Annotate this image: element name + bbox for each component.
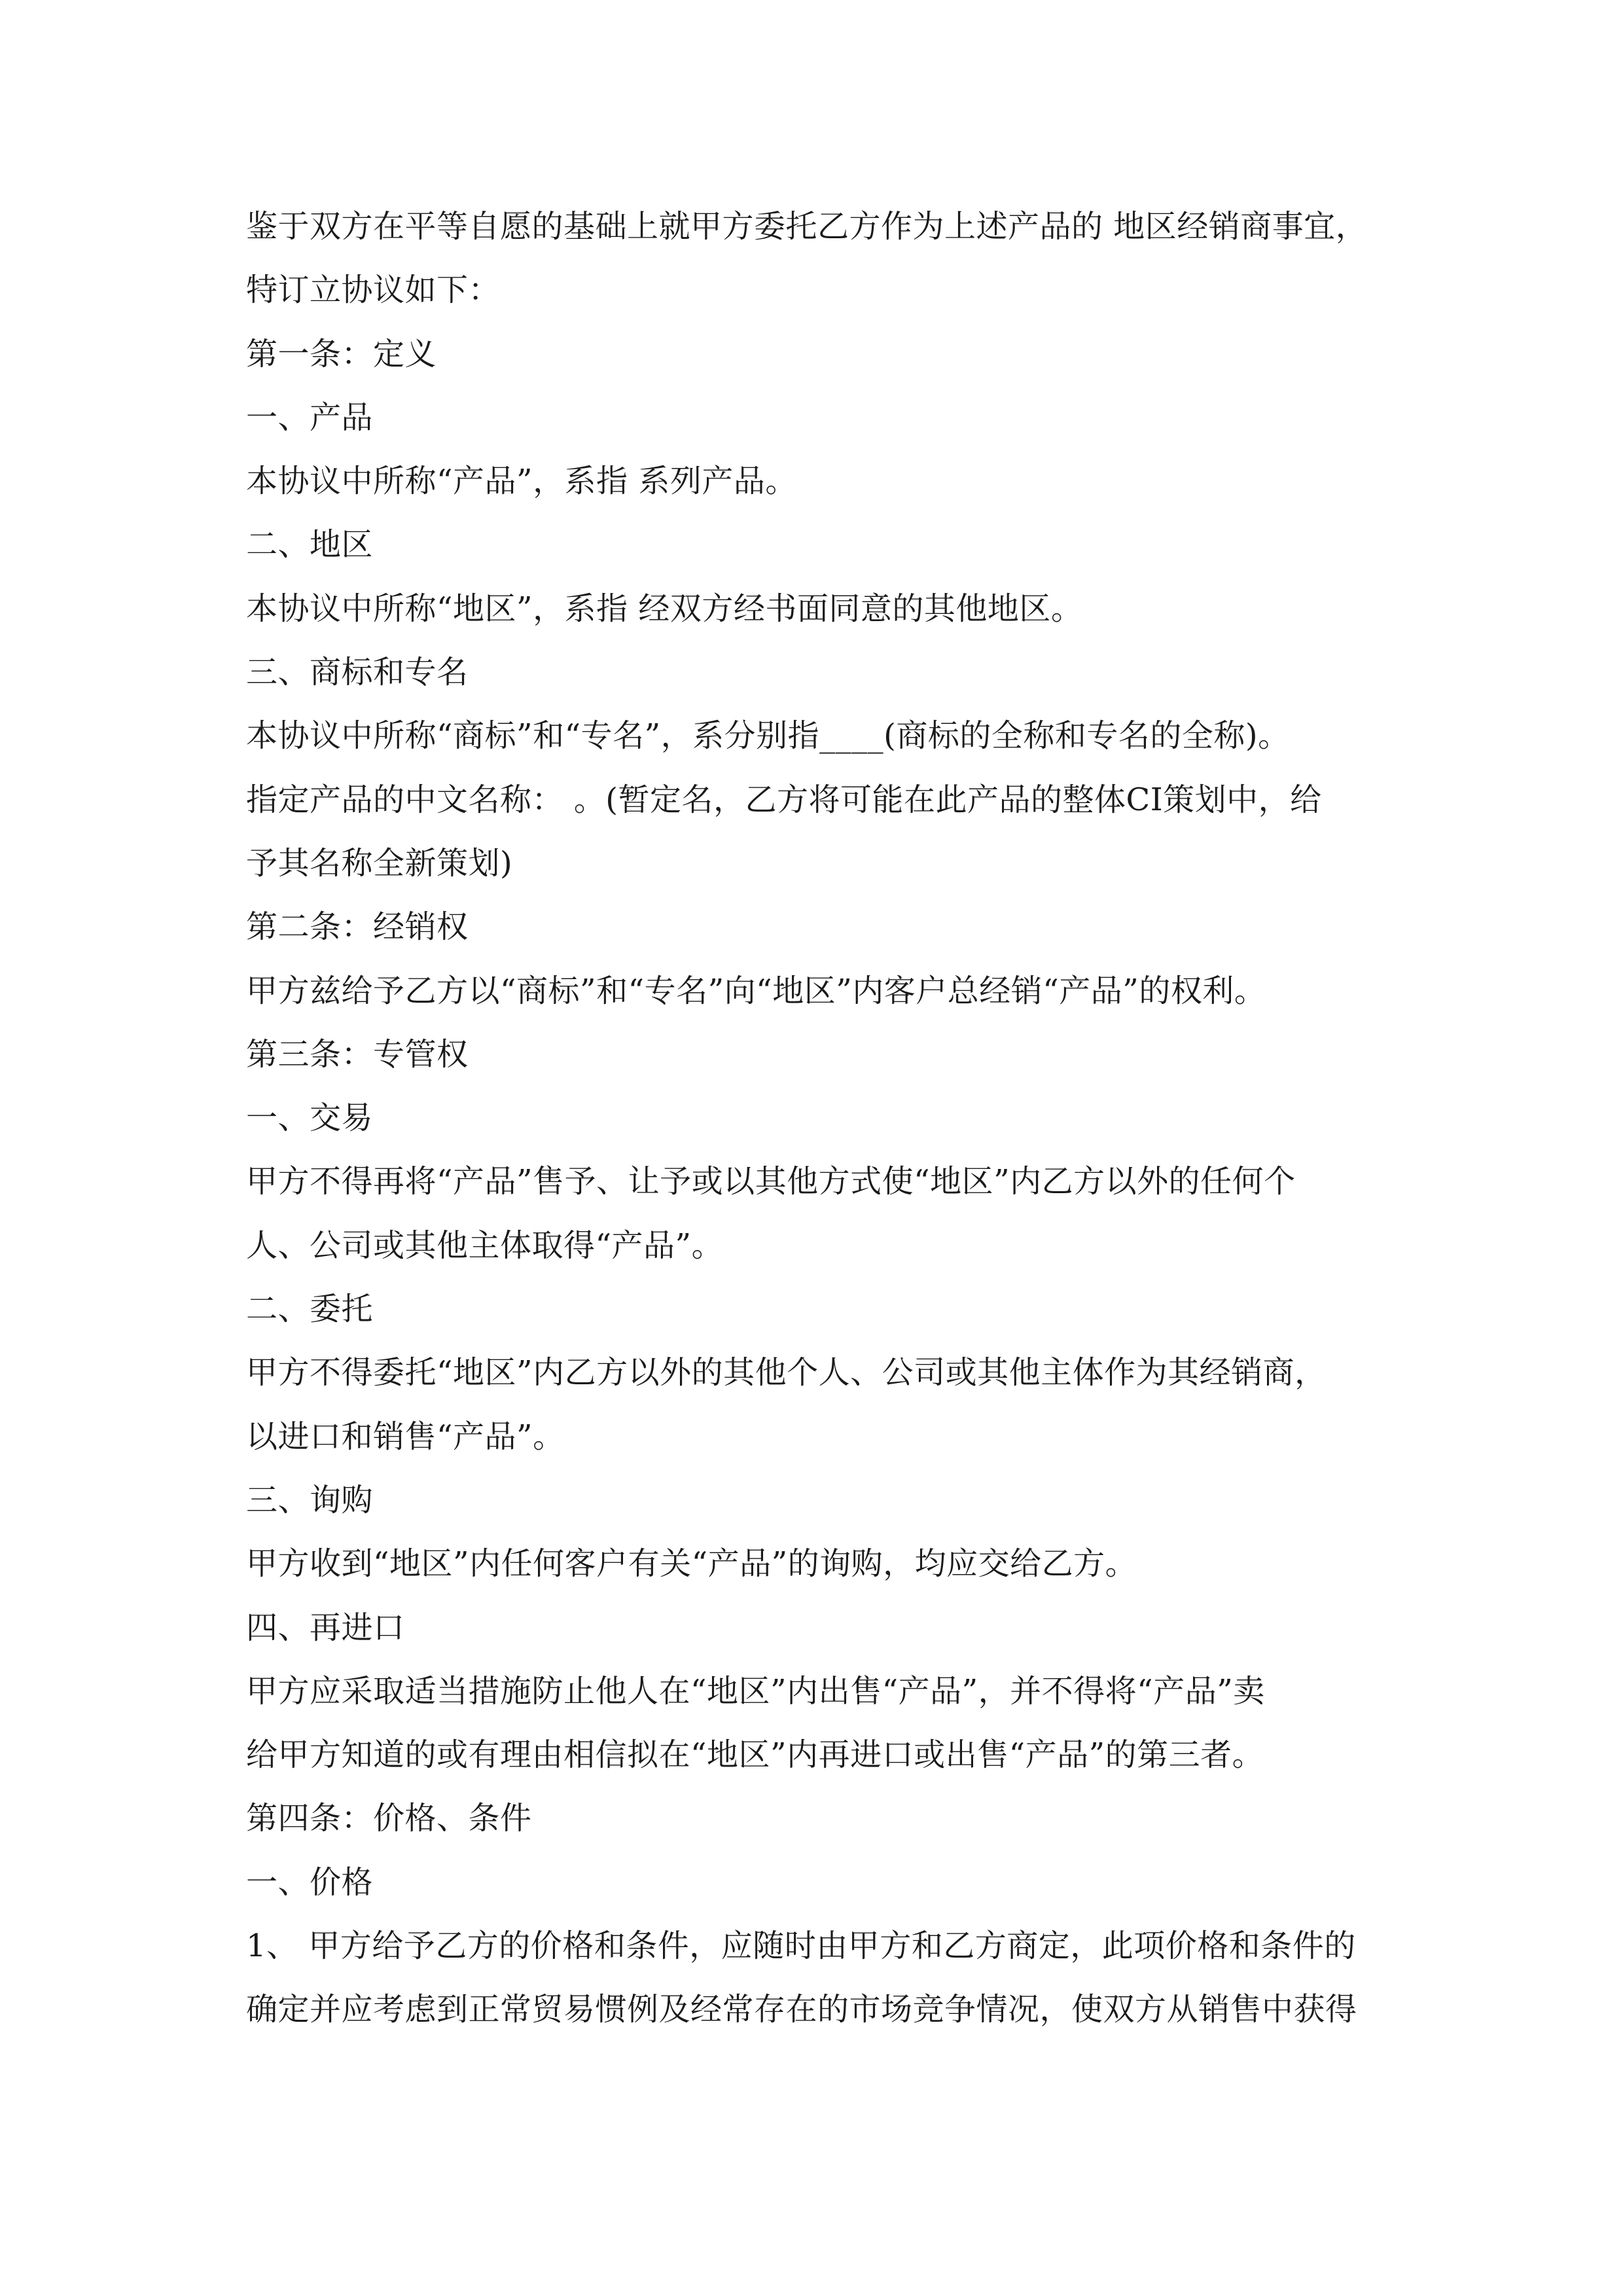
text-line: 甲方不得委托“地区”内乙方以外的其他个人、公司或其他主体作为其经销商， [246, 1354, 1327, 1391]
text-line: 甲方不得再将“产品”售予、让予或以其他方式使“地区”内乙方以外的任何个 [246, 1163, 1296, 1200]
text-line: 给甲方知道的或有理由相信拟在“地区”内再进口或出售“产品”的第三者。 [246, 1736, 1264, 1774]
subsection-heading: 一、交易 [246, 1100, 374, 1137]
text-line: 甲方应采取适当措施防止他人在“地区”内出售“产品”，并不得将“产品”卖 [246, 1672, 1265, 1710]
subsection-heading: 二、地区 [246, 526, 374, 564]
text-line: 1、 甲方给予乙方的价格和条件，应随时由甲方和乙方商定，此项价格和条件的 [246, 1928, 1356, 1965]
document-body [246, 195, 1385, 2042]
section-heading: 第三条：专管权 [246, 1035, 469, 1073]
text-line: 甲方收到“地区”内任何客户有关“产品”的询购，均应交给乙方。 [246, 1545, 1137, 1583]
text-line: 甲方兹给予乙方以“商标”和“专名”向“地区”内客户总经销“产品”的权利。 [246, 972, 1266, 1009]
subsection-heading: 三、商标和专名 [246, 654, 469, 691]
text-line: 本协议中所称“地区”，系指 经双方经书面同意的其他地区。 [246, 590, 1083, 627]
text-line: 本协议中所称“商标”和“专名”，系分别指____(商标的全称和专名的全称)。 [246, 717, 1290, 755]
text-line: 以进口和销售“产品”。 [246, 1418, 565, 1455]
subsection-heading: 四、再进口 [246, 1609, 405, 1646]
subsection-heading: 一、价格 [246, 1863, 374, 1901]
text-line: 指定产品的中文名称： 。(暂定名，乙方将可能在此产品的整体CI策划中，给 [246, 781, 1322, 818]
section-heading: 第二条：经销权 [246, 908, 469, 946]
text-line: 特订立协议如下： [246, 272, 501, 309]
text-line: 予其名称全新策划) [246, 844, 513, 882]
section-heading: 第四条：价格、条件 [246, 1800, 532, 1837]
text-line: 本协议中所称“产品”，系指 系列产品。 [246, 463, 797, 500]
text-line: 鉴于双方在平等自愿的基础上就甲方委托乙方作为上述产品的 地区经销商事宜， [246, 208, 1368, 245]
subsection-heading: 一、产品 [246, 399, 374, 436]
subsection-heading: 三、询购 [246, 1481, 374, 1518]
text-line: 确定并应考虑到正常贸易惯例及经常存在的市场竞争情况，使双方从销售中获得 [246, 1991, 1357, 2028]
section-heading: 第一条：定义 [246, 335, 437, 372]
subsection-heading: 二、委托 [246, 1291, 374, 1328]
text-line: 人、公司或其他主体取得“产品”。 [246, 1227, 724, 1264]
